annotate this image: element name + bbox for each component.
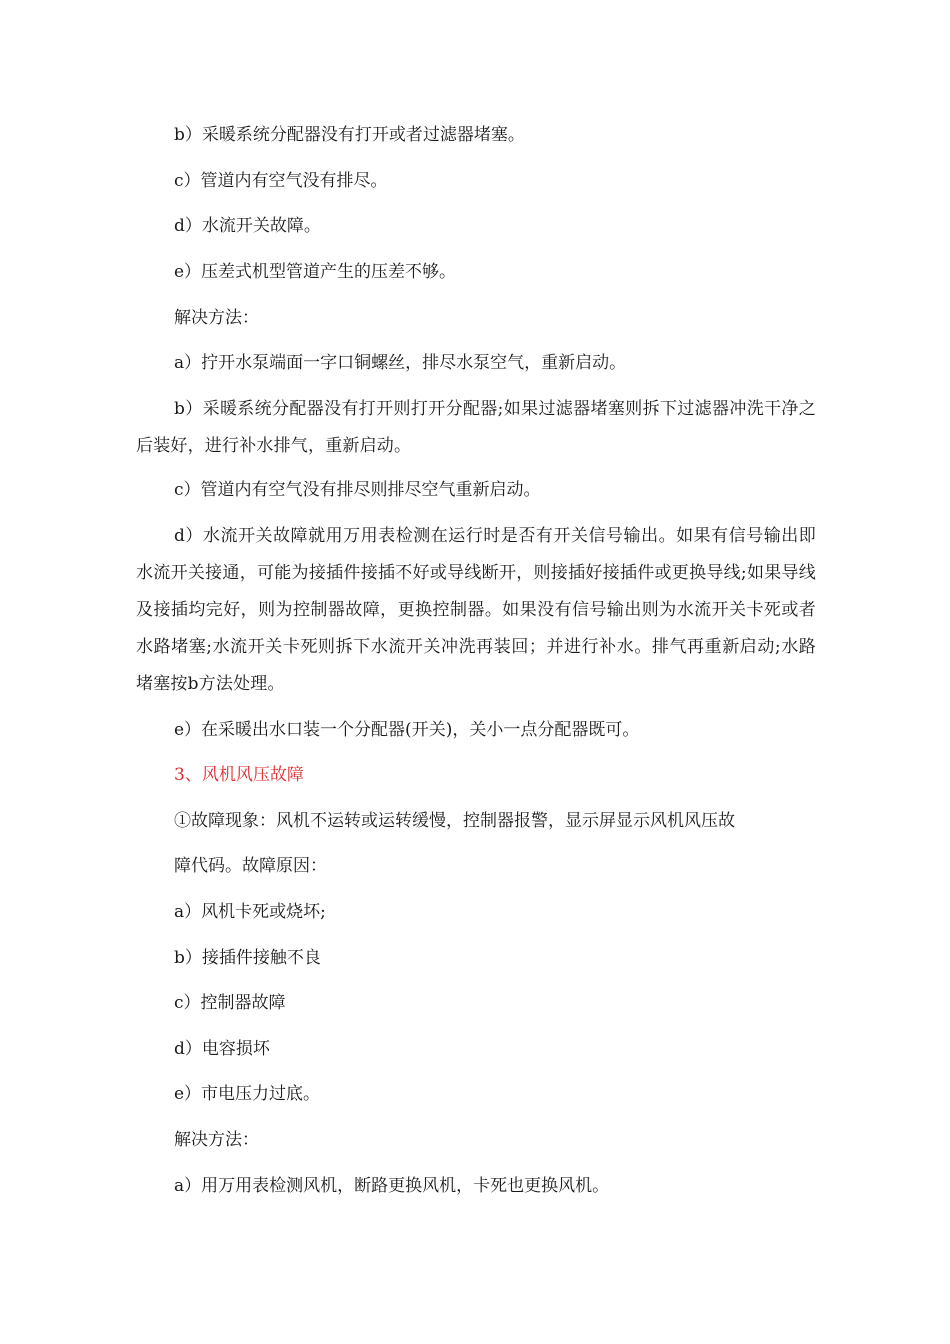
section-heading-fan-pressure: 3、风机风压故障: [174, 765, 304, 785]
solution-heading: 解决方法：: [174, 308, 259, 328]
paragraph-d-solution: d）水流开关故障就用万用表检测在运行时是否有开关信号输出。如果有信号输出即水流开关接通，可能为接插件接插不好或导线断开，则接插好接插件或更换导线;如果导线及接插均完好，则为控制器故障，更换控制器。如果没有信号输出则为水流开关卡死或者水路堵塞;水流开关卡死则拆下水流开关冲洗再装回；并进行补水。排气再重新启动;水路堵塞按b方法处理。: [136, 526, 816, 694]
paragraph-c-solution: c）管道内有空气没有排尽则排尽空气重新启动。: [174, 480, 541, 500]
paragraph-a-solution: a）拧开水泵端面一字口铜螺丝，排尽水泵空气，重新启动。: [174, 353, 627, 373]
fan-solution-heading: 解决方法：: [174, 1130, 259, 1150]
paragraph-d-cause: d）水流开关故障。: [174, 216, 321, 236]
fan-solution-a: a）用万用表检测风机，断路更换风机，卡死也更换风机。: [174, 1176, 610, 1196]
fan-cause-d: d）电容损坏: [174, 1039, 270, 1059]
paragraph-e-solution: e）在采暖出水口装一个分配器(开关)，关小一点分配器既可。: [174, 720, 640, 740]
fault-symptom-line-2: 障代码。故障原因：: [174, 856, 327, 876]
paragraph-c-cause: c）管道内有空气没有排尽。: [174, 171, 388, 191]
fan-cause-e: e）市电压力过底。: [174, 1084, 321, 1104]
fan-cause-c: c）控制器故障: [174, 993, 286, 1013]
fault-symptom-line-1: ①故障现象：风机不运转或运转缓慢，控制器报警，显示屏显示风机风压故: [174, 811, 735, 831]
paragraph-e-cause: e）压差式机型管道产生的压差不够。: [174, 262, 457, 282]
fan-cause-b: b）接插件接触不良: [174, 948, 321, 968]
paragraph-b-cause: b）采暖系统分配器没有打开或者过滤器堵塞。: [174, 125, 525, 145]
paragraph-b-solution: b）采暖系统分配器没有打开则打开分配器;如果过滤器堵塞则拆下过滤器冲洗干净之后装好，进行补水排气，重新启动。: [136, 399, 816, 456]
fan-cause-a: a）风机卡死或烧坏;: [174, 902, 326, 922]
